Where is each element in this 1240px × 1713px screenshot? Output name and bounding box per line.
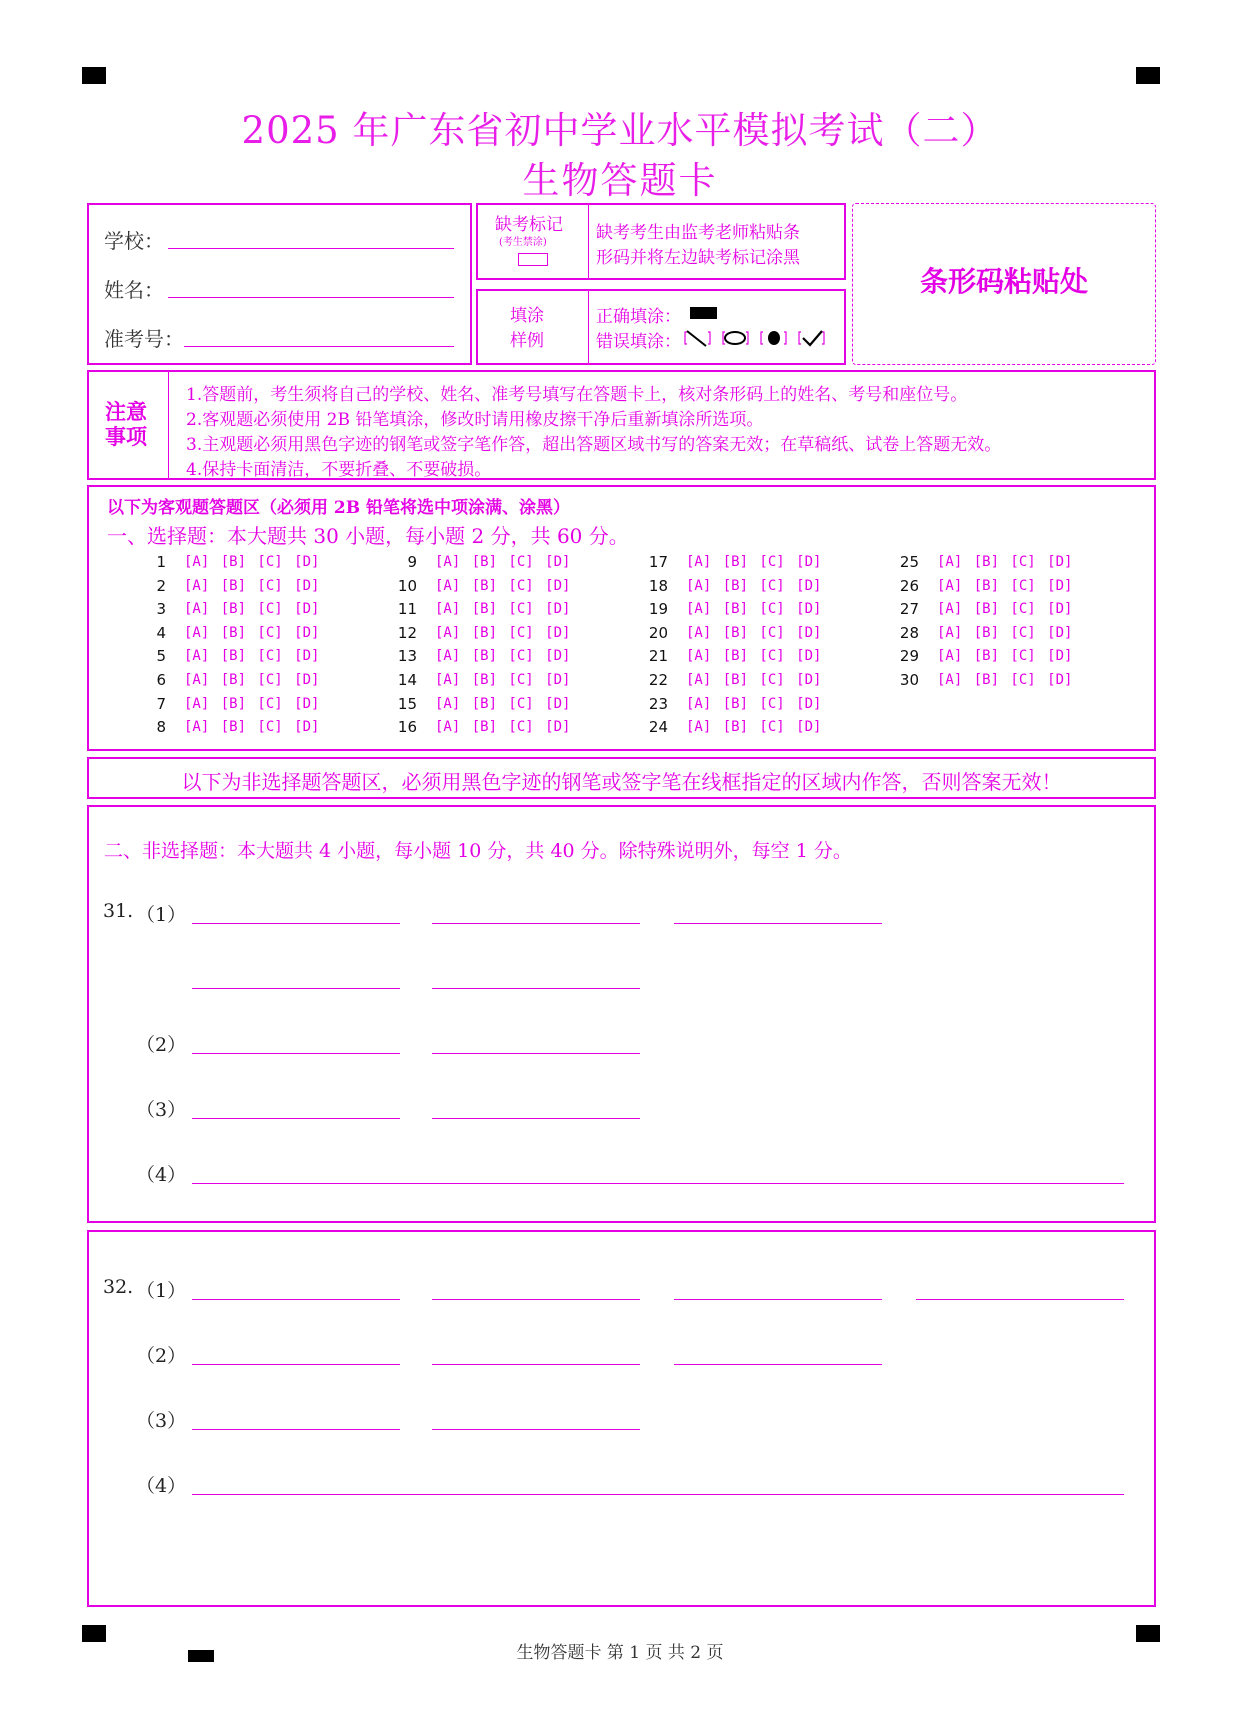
notice-item-4: 4.保持卡面清洁，不要折叠、不要破损。 <box>186 460 492 480</box>
choice-question-number: 10 <box>397 577 417 595</box>
choice-question-number: 21 <box>648 647 668 665</box>
choice-options-row[interactable]: [A] [B] [C] [D] <box>686 672 822 688</box>
barcode-label: 条形码粘贴处 <box>919 265 1088 298</box>
choice-options-row[interactable]: [A] [B] [C] [D] <box>435 672 571 688</box>
wrong-fill-label: 错误填涂： <box>596 332 681 352</box>
absent-mark-note: (考生禁涂) <box>499 237 547 248</box>
absent-desc-line1: 缺考考生由监考老师粘贴条 <box>596 223 800 243</box>
absent-desc-line2: 形码并将左边缺考标记涂黑 <box>596 248 800 268</box>
answer-31-1-c[interactable] <box>674 923 882 924</box>
choice-question-number: 23 <box>648 695 668 713</box>
choice-options-row[interactable]: [A] [B] [C] [D] <box>435 696 571 712</box>
choice-question-number: 26 <box>899 577 919 595</box>
choice-options-row[interactable]: [A] [B] [C] [D] <box>686 578 822 594</box>
answer-31-1-a[interactable] <box>192 923 400 924</box>
choice-options-row[interactable]: [A] [B] [C] [D] <box>937 672 1073 688</box>
notice-heading-1: 注意 <box>105 400 147 424</box>
notice-item-2: 2.客观题必须使用 2B 铅笔填涂，修改时请用橡皮擦干净后重新填涂所选项。 <box>186 410 764 430</box>
choice-question-number: 7 <box>156 695 166 713</box>
school-input-line[interactable] <box>168 248 454 249</box>
registration-mark-top-right <box>1136 67 1160 84</box>
non-choice-notice: 以下为非选择题答题区，必须用黑色字迹的钢笔或签字笔在线框指定的区域内作答，否则答案无效！ <box>181 770 1062 794</box>
objective-section-title: 一、选择题：本大题共 30 小题，每小题 2 分，共 60 分。 <box>107 524 629 548</box>
answer-31-2-b[interactable] <box>432 1053 640 1054</box>
answer-31-3-a[interactable] <box>192 1118 400 1119</box>
choice-options-row[interactable]: [A] [B] [C] [D] <box>686 625 822 641</box>
question-32-part-1: （1） <box>136 1280 187 1302</box>
choice-question-number: 1 <box>156 553 166 571</box>
notice-divider <box>168 372 169 478</box>
question-32-part-4: （4） <box>136 1475 187 1497</box>
answer-31-4[interactable] <box>192 1183 1124 1184</box>
school-label: 学校： <box>104 229 164 253</box>
choice-question-number: 19 <box>648 600 668 618</box>
answer-32-1-a[interactable] <box>192 1299 400 1300</box>
choice-question-number: 30 <box>899 671 919 689</box>
answer-32-3-a[interactable] <box>192 1429 400 1430</box>
choice-options-row[interactable]: [A] [B] [C] [D] <box>686 554 822 570</box>
notice-heading-2: 事项 <box>105 425 147 449</box>
question-32-number: 32. <box>103 1276 134 1298</box>
choice-question-number: 4 <box>156 624 166 642</box>
page-title: 2025 年广东省初中学业水平模拟考试（二） <box>241 109 999 152</box>
name-label: 姓名： <box>104 278 164 302</box>
answer-31-1-d[interactable] <box>192 988 400 989</box>
choice-question-number: 13 <box>397 647 417 665</box>
choice-options-row[interactable]: [A] [B] [C] [D] <box>435 648 571 664</box>
absent-mark-title: 缺考标记 <box>495 215 563 235</box>
choice-question-number: 20 <box>648 624 668 642</box>
choice-question-number: 16 <box>397 718 417 736</box>
choice-options-row[interactable]: [A] [B] [C] [D] <box>937 648 1073 664</box>
choice-options-row[interactable]: [A] [B] [C] [D] <box>435 601 571 617</box>
choice-options-row[interactable]: [A] [B] [C] [D] <box>435 578 571 594</box>
choice-question-number: 24 <box>648 718 668 736</box>
choice-question-number: 25 <box>899 553 919 571</box>
choice-question-number: 11 <box>397 600 417 618</box>
question-31-box <box>87 805 1156 1223</box>
name-input-line[interactable] <box>168 297 454 298</box>
choice-options-row[interactable]: [A] [B] [C] [D] <box>937 554 1073 570</box>
fill-example-divider <box>588 291 589 363</box>
choice-question-number: 18 <box>648 577 668 595</box>
choice-question-number: 8 <box>156 718 166 736</box>
choice-options-row[interactable]: [A] [B] [C] [D] <box>184 696 320 712</box>
answer-32-1-b[interactable] <box>432 1299 640 1300</box>
fill-example-label-2: 样例 <box>510 331 544 351</box>
choice-options-row[interactable]: [A] [B] [C] [D] <box>686 648 822 664</box>
choice-options-row[interactable]: [A] [B] [C] [D] <box>435 554 571 570</box>
question-32-part-2: （2） <box>136 1345 187 1367</box>
wrong-fill-samples <box>684 327 844 349</box>
question-31-part-2: （2） <box>136 1034 187 1056</box>
choice-options-row[interactable]: [A] [B] [C] [D] <box>937 625 1073 641</box>
choice-options-row[interactable]: [A] [B] [C] [D] <box>937 601 1073 617</box>
choice-question-number: 5 <box>156 647 166 665</box>
question-32-part-3: （3） <box>136 1410 187 1432</box>
page-footer: 生物答题卡 第 1 页 共 2 页 <box>516 1643 724 1663</box>
choice-options-row[interactable]: [A] [B] [C] [D] <box>686 601 822 617</box>
choice-options-row[interactable]: [A] [B] [C] [D] <box>184 625 320 641</box>
question-31-part-3: （3） <box>136 1099 187 1121</box>
question-31-part-4: （4） <box>136 1164 187 1186</box>
choice-options-row[interactable]: [A] [B] [C] [D] <box>184 719 320 735</box>
answer-32-4[interactable] <box>192 1494 1124 1495</box>
section-2-title: 二、非选择题：本大题共 4 小题，每小题 10 分，共 40 分。除特殊说明外，每空 1 分。 <box>104 840 852 862</box>
choice-question-number: 27 <box>899 600 919 618</box>
answer-31-3-b[interactable] <box>432 1118 640 1119</box>
page-subtitle: 生物答题卡 <box>522 159 718 202</box>
choice-question-number: 2 <box>156 577 166 595</box>
question-32-box <box>87 1230 1156 1607</box>
answer-32-2-c[interactable] <box>674 1364 882 1365</box>
answer-31-1-e[interactable] <box>432 988 640 989</box>
question-31-number: 31. <box>103 900 134 922</box>
choice-question-number: 9 <box>407 553 417 571</box>
choice-question-number: 6 <box>156 671 166 689</box>
notice-item-3: 3.主观题必须用黑色字迹的钢笔或签字笔作答，超出答题区域书写的答案无效；在草稿纸、试卷上答题无效。 <box>186 435 1002 455</box>
fill-example-label-1: 填涂 <box>510 306 544 326</box>
objective-header: 以下为客观题答题区（必须用 2B 铅笔将选中项涂满、涂黑） <box>107 498 571 518</box>
choice-options-row[interactable]: [A] [B] [C] [D] <box>686 719 822 735</box>
answer-32-1-d[interactable] <box>916 1299 1124 1300</box>
choice-question-number: 14 <box>397 671 417 689</box>
correct-fill-sample <box>690 307 717 319</box>
answer-32-3-b[interactable] <box>432 1429 640 1430</box>
choice-question-number: 28 <box>899 624 919 642</box>
choice-options-row[interactable]: [A] [B] [C] [D] <box>184 672 320 688</box>
choice-options-row[interactable]: [A] [B] [C] [D] <box>937 578 1073 594</box>
question-31-part-1: （1） <box>136 904 187 926</box>
exam-number-label: 准考号： <box>104 327 184 351</box>
correct-fill-label: 正确填涂： <box>596 307 681 327</box>
choice-options-row[interactable]: [A] [B] [C] [D] <box>435 625 571 641</box>
registration-mark-top-left <box>82 67 106 84</box>
choice-question-number: 15 <box>397 695 417 713</box>
choice-question-number: 3 <box>156 600 166 618</box>
answer-32-1-c[interactable] <box>674 1299 882 1300</box>
answer-31-1-b[interactable] <box>432 923 640 924</box>
notice-item-1: 1.答题前，考生须将自己的学校、姓名、准考号填写在答题卡上，核对条形码上的姓名、考号和座位号。 <box>186 385 968 405</box>
choice-options-row[interactable]: [A] [B] [C] [D] <box>184 601 320 617</box>
choice-question-number: 12 <box>397 624 417 642</box>
choice-options-row[interactable]: [A] [B] [C] [D] <box>184 578 320 594</box>
choice-options-row[interactable]: [A] [B] [C] [D] <box>435 719 571 735</box>
choice-question-number: 17 <box>648 553 668 571</box>
absent-mark-divider <box>588 205 589 278</box>
absent-mark-bubble[interactable] <box>518 253 548 266</box>
answer-32-2-b[interactable] <box>432 1364 640 1365</box>
choice-options-row[interactable]: [A] [B] [C] [D] <box>184 554 320 570</box>
choice-question-number: 22 <box>648 671 668 689</box>
choice-question-number: 29 <box>899 647 919 665</box>
choice-options-row[interactable]: [A] [B] [C] [D] <box>184 648 320 664</box>
answer-32-2-a[interactable] <box>192 1364 400 1365</box>
answer-31-2-a[interactable] <box>192 1053 400 1054</box>
exam-number-input-line[interactable] <box>184 346 454 347</box>
choice-options-row[interactable]: [A] [B] [C] [D] <box>686 696 822 712</box>
